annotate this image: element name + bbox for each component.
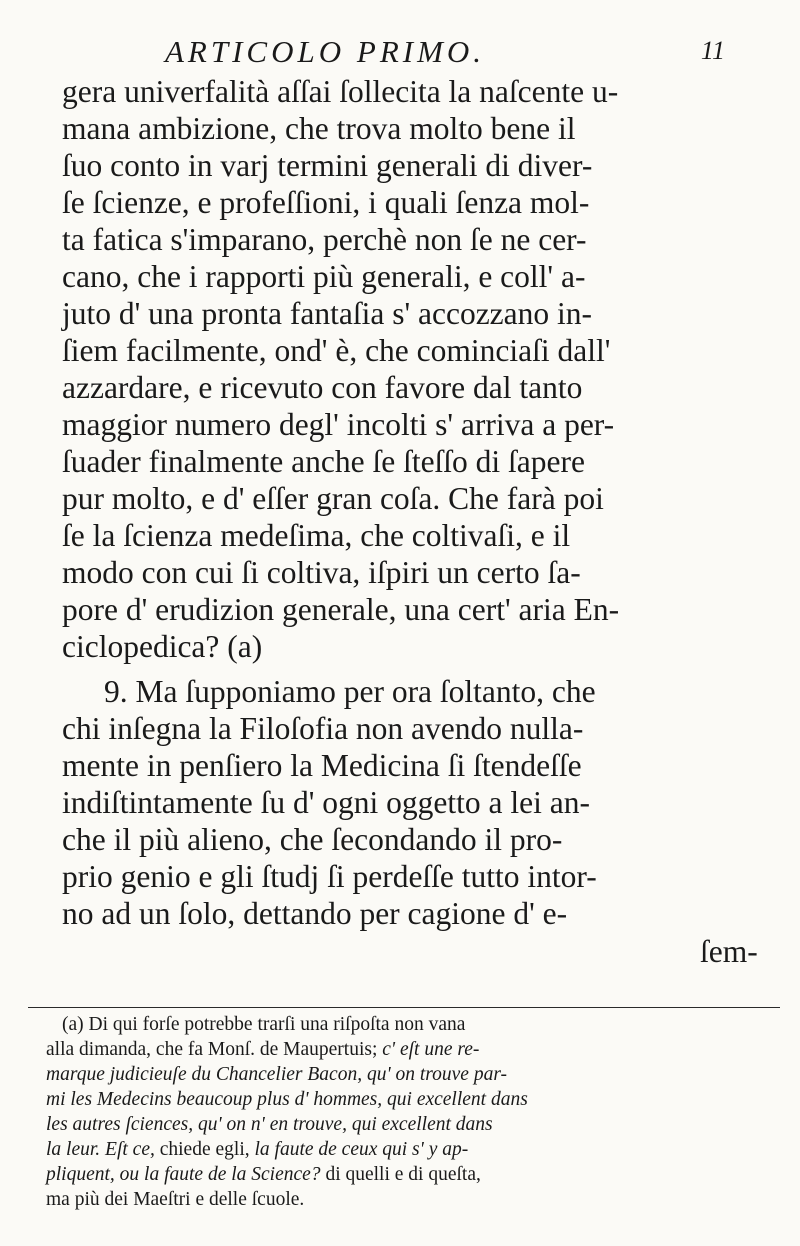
running-head: [165, 34, 725, 74]
body-line-17: 9. Ma ſupponiamo per ora ſoltanto, che: [104, 674, 596, 709]
footnote-run-italic: mi les Medecins beaucoup plus d' hommes, qui excellent dans: [46, 1089, 528, 1110]
body-line-11: ſuader finalmente anche ſe ſteſſo di ſapere: [62, 444, 585, 479]
body-line-6: cano, che i rapporti più generali, e coll' a-: [62, 259, 586, 294]
footnote-run-italic: la leur. Eſt ce,: [46, 1139, 160, 1160]
body-line-12: pur molto, e d' eſſer gran coſa. Che farà poi: [62, 481, 604, 516]
catchword: ſem-: [700, 934, 758, 969]
footnote-run-italic: c' eſt une re-: [382, 1039, 480, 1060]
body-line-10: maggior numero degl' incolti s' arriva a per-: [62, 407, 615, 442]
footnote-run-italic: la faute de ceux qui s' y ap-: [254, 1139, 469, 1160]
body-line-21: che il più alieno, che ſecondando il pro-: [62, 822, 563, 857]
footnote-line-2: [46, 1037, 479, 1062]
footnote-line-5: [46, 1112, 493, 1137]
body-line-16: ciclopedica? (a): [62, 629, 263, 664]
footnote-run: di quelli e di queſta,: [320, 1164, 481, 1185]
body-line-7: juto d' una pronta fantaſia s' accozzano in-: [62, 296, 593, 331]
footnote-run-italic: marque judicieuſe du Chancelier Bacon, qu' on trouve par-: [46, 1064, 508, 1085]
body-line-4: ſe ſcienze, e profeſſioni, i quali ſenza mol-: [62, 185, 590, 220]
footnote-run-italic: pliquent, ou la faute de la Science?: [46, 1164, 321, 1185]
footnote-run: chiede egli,: [159, 1139, 255, 1160]
body-line-3: ſuo conto in varj termini generali di diver-: [62, 148, 593, 183]
body-line-14: modo con cui ſi coltiva, iſpiri un certo ſa-: [62, 555, 581, 590]
footnote-rule: [28, 1007, 780, 1008]
body-line-18: chi inſegna la Filoſofia non avendo nulla-: [62, 711, 584, 746]
footnote-run: alla dimanda, che fa Monſ. de Maupertuis;: [46, 1039, 383, 1060]
footnote-line-7: [46, 1162, 481, 1187]
footnote-run: (a) Di qui forſe potrebbe trarſi una riſpoſta non vana: [62, 1014, 466, 1035]
footnote-line-3: [46, 1062, 507, 1087]
body-line-1: gera univerfalità aſſai ſollecita la naſcente u-: [62, 74, 619, 109]
body-line-19: mente in penſiero la Medicina ſi ſtendeſſe: [62, 748, 582, 783]
body-line-15: pore d' erudizion generale, una cert' aria En-: [62, 592, 620, 627]
body-line-23: no ad un ſolo, dettando per cagione d' e-: [62, 896, 568, 931]
body-line-9: azzardare, e ricevuto con favore dal tanto: [62, 370, 583, 405]
body-line-20: indiſtintamente ſu d' ogni oggetto a lei an-: [62, 785, 590, 820]
footnote-run-italic: les autres ſciences, qu' on n' en trouve, qui excellent dans: [46, 1114, 493, 1135]
body-line-2: mana ambizione, che trova molto bene il: [62, 111, 576, 146]
footnote-line-6: [46, 1137, 468, 1162]
body-line-22: prio genio e gli ſtudj ſi perdeſſe tutto intor-: [62, 859, 597, 894]
footnote-line-8: [46, 1187, 304, 1212]
footnote-line-1: [62, 1012, 465, 1037]
body-line-13: ſe la ſcienza medeſima, che coltivaſi, e il: [62, 518, 571, 553]
footnote-run: ma più dei Maeſtri e delle ſcuole.: [46, 1189, 305, 1210]
body-line-5: ta fatica s'imparano, perchè non ſe ne cer-: [62, 222, 587, 257]
running-title: ARTICOLO PRIMO.: [165, 34, 486, 69]
body-line-8: ſiem facilmente, ond' è, che cominciaſi dall': [62, 333, 611, 368]
page-number: 11: [700, 36, 725, 65]
footnote-line-4: [46, 1087, 528, 1112]
